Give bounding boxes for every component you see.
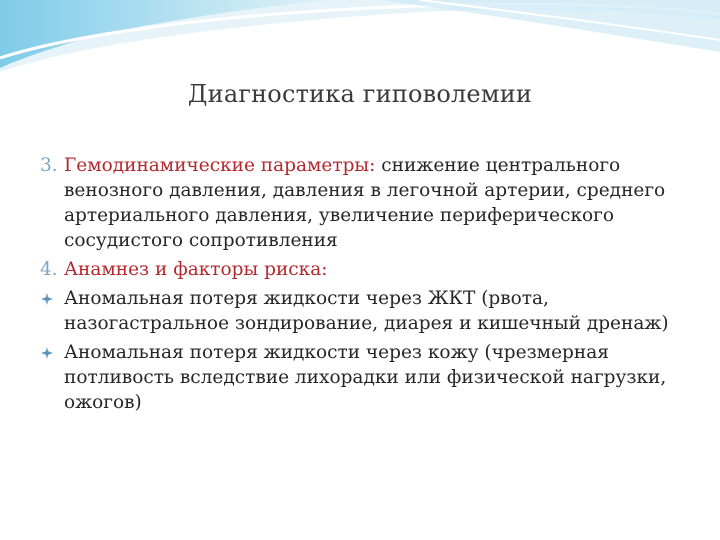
- item-label: Анамнез и факторы риска:: [64, 259, 328, 280]
- list-item-hemodynamic: [40, 153, 680, 253]
- header-wave-decoration: [0, 0, 720, 90]
- item-text: Аномальная потеря жидкости через кожу (чрезмерная потливость вследствие лихорадки или физической нагрузки, ожогов): [64, 342, 667, 413]
- list-item-skin-loss: [40, 340, 680, 415]
- item-number: 3.: [40, 155, 58, 176]
- item-text: Аномальная потеря жидкости через ЖКТ (рвота, назогастральное зондирование, диарея и кишечный дренаж): [64, 288, 669, 334]
- list-item-gi-loss: [40, 286, 680, 336]
- diamond-bullet-icon: [40, 346, 54, 360]
- content-list: [40, 153, 680, 419]
- slide-title: Диагностика гиповолемии: [187, 80, 533, 108]
- list-item-anamnesis: [40, 257, 680, 282]
- item-text: снижение центрального венозного давления, давления в легочной артерии, среднего артериального давления, увеличение периферического сосудистого сопротивления: [64, 155, 666, 251]
- diamond-bullet-icon: [40, 292, 54, 306]
- item-label: Гемодинамические параметры:: [64, 155, 376, 176]
- item-number: 4.: [40, 259, 58, 280]
